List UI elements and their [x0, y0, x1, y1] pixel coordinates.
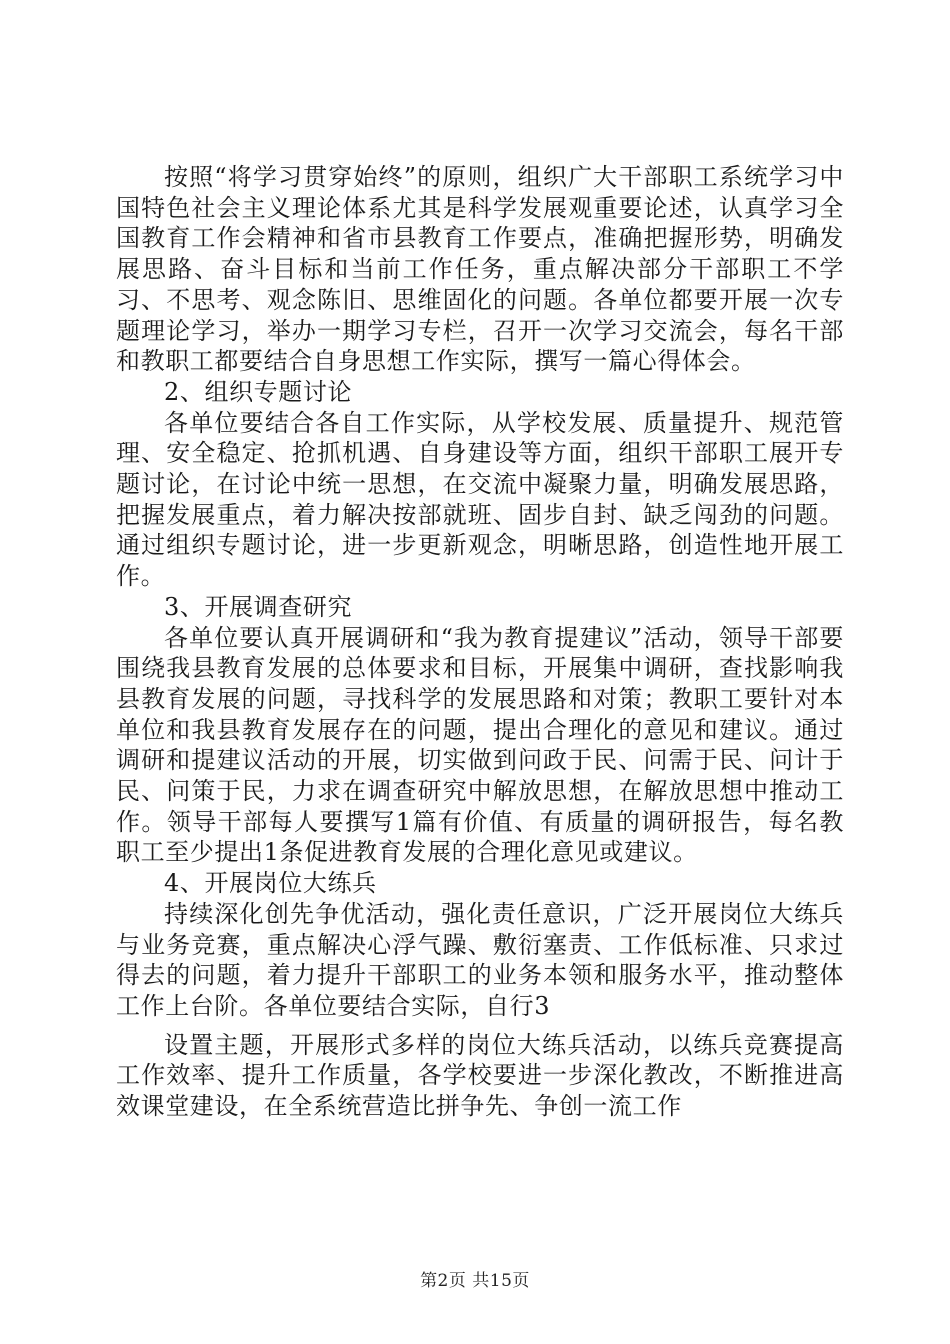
- paragraph-theme-setting: 设置主题，开展形式多样的岗位大练兵活动，以练兵竞赛提高工作效率、提升工作质量，各学校要进一步深化教改，不断推进高效课堂建设，在全系统营造比拼争先、争创一流工作: [116, 1030, 844, 1121]
- paragraph-investigation: 各单位要认真开展调研和“我为教育提建议”活动，领导干部要围绕我县教育发展的总体要求和目标，开展集中调研，查找影响我县教育发展的问题，寻找科学的发展思路和对策；教职工要针对本单位和我县教育发展存在的问题，提出合理化的意见和建议。通过调研和提建议活动的开展，切实做到问政于民、问需于民、问计于民、问策于民，力求在调查研究中解放思想，在解放思想中推动工作。领导干部每人要撰写1篇有价值、有质量的调研报告，每名教职工至少提出1条促进教育发展的合理化意见或建议。: [116, 623, 844, 867]
- heading-topic-discussion: 2、组织专题讨论: [164, 377, 353, 406]
- heading-job-training: 4、开展岗位大练兵: [164, 869, 377, 898]
- page-number: 第2页 共15页: [420, 1271, 530, 1291]
- paragraph-job-training: 持续深化创先争优活动，强化责任意识，广泛开展岗位大练兵与业务竞赛，重点解决心浮气躁、敷衍塞责、工作低标准、只求过得去的问题，着力提升干部职工的业务本领和服务水平，推动整体工作上台阶。各单位要结合实际，自行3: [116, 899, 844, 1020]
- paragraph-study-principle: 按照“将学习贯穿始终”的原则，组织广大干部职工系统学习中国特色社会主义理论体系尤其是科学发展观重要论述，认真学习全国教育工作会精神和省市县教育工作要点，准确把握形势，明确发展思路、奋斗目标和当前工作任务，重点解决部分干部职工不学习、不思考、观念陈旧、思维固化的问题。各单位都要开展一次专题理论学习，举办一期学习专栏，召开一次学习交流会，每名干部和教职工都要结合自身思想工作实际，撰写一篇心得体会。: [116, 163, 844, 376]
- document-body: [116, 162, 844, 1122]
- heading-investigation: 3、开展调查研究: [164, 592, 353, 621]
- paragraph-topic-discussion: 各单位要结合各自工作实际，从学校发展、质量提升、规范管理、安全稳定、抢抓机遇、自身建设等方面，组织干部职工展开专题讨论，在讨论中统一思想，在交流中凝聚力量，明确发展思路，把握发展重点，着力解决按部就班、固步自封、缺乏闯劲的问题。通过组织专题讨论，进一步更新观念，明晰思路，创造性地开展工作。: [116, 408, 844, 591]
